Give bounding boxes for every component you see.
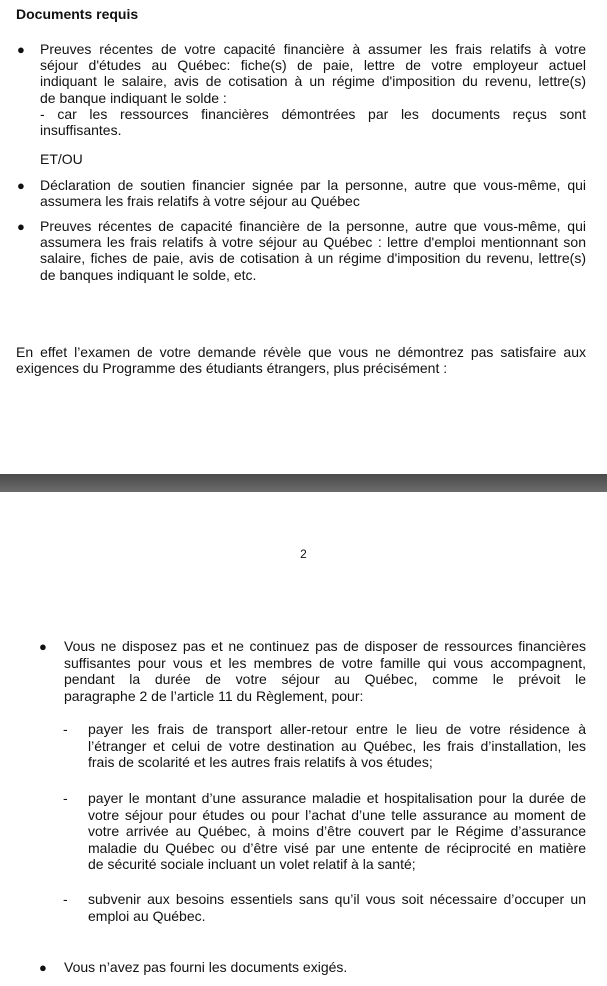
section-title: Documents requis [16, 6, 139, 22]
document-page-1 [0, 0, 607, 474]
dash-icon: - [63, 891, 68, 907]
bullet-item-insufficient-resources: Vous ne disposez pas et ne continuez pas de disposer de ressources financières suffisantes pour vous et les membres de votre famille qui vous accompagnent, pendant la durée de votre séjour au Québec, comme le prévoit le paragraphe 2 de l’article 11 du Règlement, pour: [64, 638, 586, 704]
or-separator-text: ET/OU [40, 151, 83, 167]
document-page-2 [0, 492, 607, 986]
bullet-icon: ● [17, 219, 25, 234]
sub-item-transport-fees: payer les frais de transport aller-retour entre le lieu de votre résidence à l’étranger et celui de votre destination au Québec, les frais d’installation, les frais de scolarité et les autres frais relatifs à vos études; [88, 721, 586, 771]
page-separator [0, 474, 607, 492]
bullet-item-support-declaration: Déclaration de soutien financier signée par la personne, autre que vous-même, qui assumera les frais relatifs à votre séjour au Québec [40, 177, 586, 210]
page-number: 2 [300, 547, 307, 561]
bullet-item-financial-proof: Preuves récentes de votre capacité financière à assumer les frais relatifs à votre séjour d'études au Québec: fiche(s) de paie, lettre de votre employeur actuel indiquant le salaire, avis de cotisation à un régime d'imposition du revenu, lettre(s) de banque indiquant le solde : - car les ressources financières démontrées par les documents reçus sont insuffisantes. [40, 41, 586, 139]
bullet-item-sponsor-proof: Preuves récentes de capacité financière de la personne, autre que vous-même, qui assumera les frais relatifs à votre séjour au Québec : lettre d'emploi mentionnant son salaire, fiches de paie, avis de cotisation à un régime d'imposition du revenu, lettre(s) de banques indiquant le solde, etc. [40, 218, 586, 283]
bullet-icon: ● [17, 178, 25, 193]
dash-icon: - [63, 721, 68, 737]
bullet-icon: ● [39, 960, 47, 975]
exam-result-paragraph: En effet l’examen de votre demande révèle que vous ne démontrez pas satisfaire aux exigences du Programme des étudiants étrangers, plus précisément : [16, 344, 586, 377]
bullet-icon: ● [39, 639, 47, 654]
dash-icon: - [63, 790, 68, 806]
sub-item-health-insurance: payer le montant d’une assurance maladie et hospitalisation pour la durée de votre séjour pour études ou pour l’achat d’une telle assurance au moment de votre arrivée au Québec, à moins d’être couvert par le Régime d’assurance maladie du Québec ou d’être visé par une entente de réciprocité en matière de sécurité sociale incluant un volet relatif à la santé; [88, 790, 586, 873]
bullet-icon: ● [17, 42, 25, 57]
bullet-item-missing-documents: Vous n’avez pas fourni les documents exigés. [64, 959, 348, 975]
sub-item-basic-needs: subvenir aux besoins essentiels sans qu’il vous soit nécessaire d’occuper un emploi au Québec. [88, 891, 586, 924]
